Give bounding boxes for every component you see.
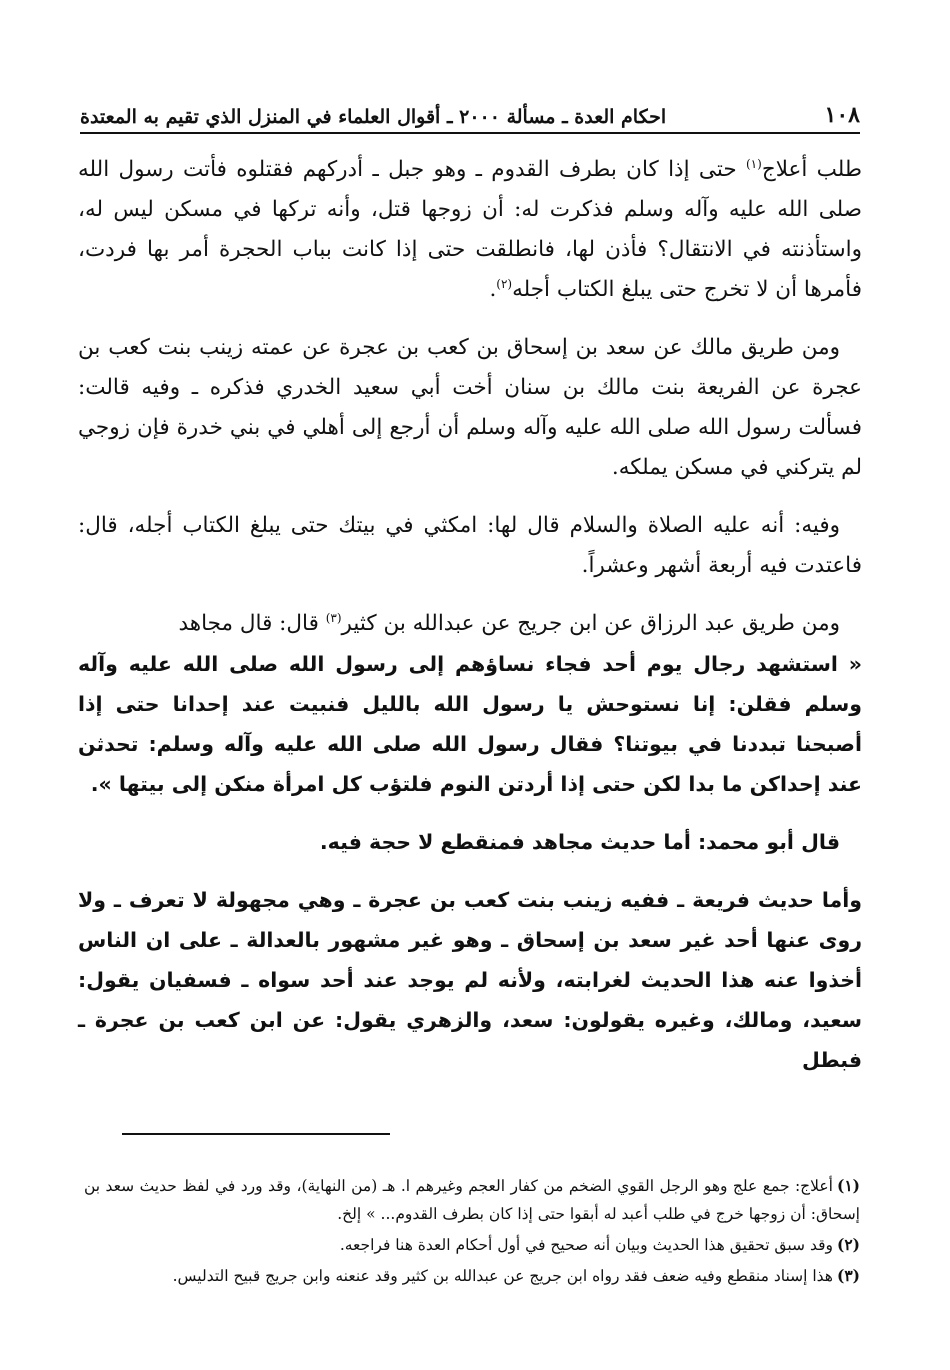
paragraph-text: . <box>489 277 497 302</box>
main-text <box>78 150 862 1098</box>
footnote-2 <box>84 1231 860 1259</box>
paragraph-3: وفيه: أنه عليه الصلاة والسلام قال لها: امكثي في بيتك حتى يبلغ الكتاب أجله، قال: فاعتدت فيه أربعة أشهر وعشراً. <box>78 513 862 578</box>
footnote-text: هذا إسناد منقطع وفيه ضعف فقد رواه ابن جريج عن عبدالله بن كثير وقد عنعنه وابن جريج قبيح التدليس. <box>172 1267 833 1285</box>
footnote-ref-3: (٣) <box>325 610 342 625</box>
hadith-quote: « استشهد رجال يوم أحد فجاء نساؤهم إلى رسول الله صلى الله عليه وآله وسلم فقلن: إنا نستوحش يا رسول الله بالليل فنبيت عند إحدانا حتى إذا أصبحنا تبددنا في بيوتنا؟ فقال رسول الله صلى الله عليه وآله وسلم: تحدثن عند إحداكن ما بدا لكن حتى إذا أردتن النوم فلتؤب كل امرأة منكن إلى بيتها ». <box>78 652 862 796</box>
footnote-separator <box>122 1133 390 1135</box>
footnote-ref-1: (١) <box>745 156 762 171</box>
paragraph-text: طلب أعلاج <box>761 157 863 182</box>
running-title: احكام العدة ـ مسألة ٢٠٠٠ ـ أقوال العلماء في المنزل الذي تقيم به المعتدة <box>80 106 667 128</box>
footnote-number: (٣) <box>836 1266 860 1285</box>
footnote-3 <box>84 1262 860 1290</box>
paragraph-text: حتى إذا كان بطرف القدوم ـ وهو جبل ـ أدركهم فقتلوه فأتت رسول الله صلى الله عليه وآله وسلم فذكرت له: أن زوجها قتل، وأنه تركها في مسكن ليس له، واستأذنته في الانتقال؟ فأذن لها، فانطلقت حتى إذا كانت بباب الحجرة أمر بها فردت، فأمرها أن لا تخرج حتى يبلغ الكتاب أجله <box>78 157 862 302</box>
paragraph-4 <box>78 604 862 644</box>
page-number: ١٠٨ <box>824 102 860 128</box>
paragraph-text: ومن طريق عبد الرزاق عن ابن جريج عن عبدالله بن كثير <box>341 611 840 636</box>
paragraph-furay-a: وأما حديث فريعة ـ ففيه زينب بنت كعب بن عجرة ـ وهي مجهولة لا تعرف ـ ولا روى عنها أحد غير سعد بن إسحاق ـ وهو غير مشهور بالعدالة ـ على ان الناس أخذوا عنه هذا الحديث لغرابته، ولأنه لم يوجد عند أحد سواه ـ فسفيان يقول: سعيد، ومالك، وغيره يقولون: سعد، والزهري يقول: عن ابن كعب بن عجرة ـ فبطل <box>78 888 862 1072</box>
paragraph-text: قال: قال مجاهد <box>178 611 326 636</box>
paragraph-1 <box>78 150 862 310</box>
footnote-number: (١) <box>836 1176 860 1195</box>
footnotes <box>84 1172 860 1293</box>
footnote-1 <box>84 1172 860 1228</box>
footnote-ref-2: (٢) <box>496 276 513 291</box>
paragraph-2: ومن طريق مالك عن سعد بن إسحاق بن كعب بن عجرة عن عمته زينب بنت كعب بن عجرة عن الفريعة بنت مالك بن سنان أخت أبي سعيد الخدري فذكره ـ وفيه قالت: فسألت رسول الله صلى الله عليه وآله وسلم أن أرجع إلى أهلي في بني خدرة فإن زوجي لم يتركني في مسكن يملكه. <box>78 335 862 480</box>
page-header <box>80 92 860 134</box>
paragraph-abu-muhammad: قال أبو محمد: أما حديث مجاهد فمنقطع لا حجة فيه. <box>319 830 840 854</box>
footnote-text: وقد سبق تحقيق هذا الحديث وبيان أنه صحيح في أول أحكام العدة هنا فراجعه. <box>339 1236 833 1254</box>
footnote-text: أعلاج: جمع علج وهو الرجل القوي الضخم من كفار العجم وغيرهم ا. هـ (من النهاية)، وقد ورد في لفظ حديث سعد بن إسحاق: أن زوجها خرج في طلب أعبد له أبقوا حتى إذا كان بطرف القدوم... » إلخ. <box>84 1177 860 1223</box>
footnote-number: (٢) <box>836 1235 860 1254</box>
